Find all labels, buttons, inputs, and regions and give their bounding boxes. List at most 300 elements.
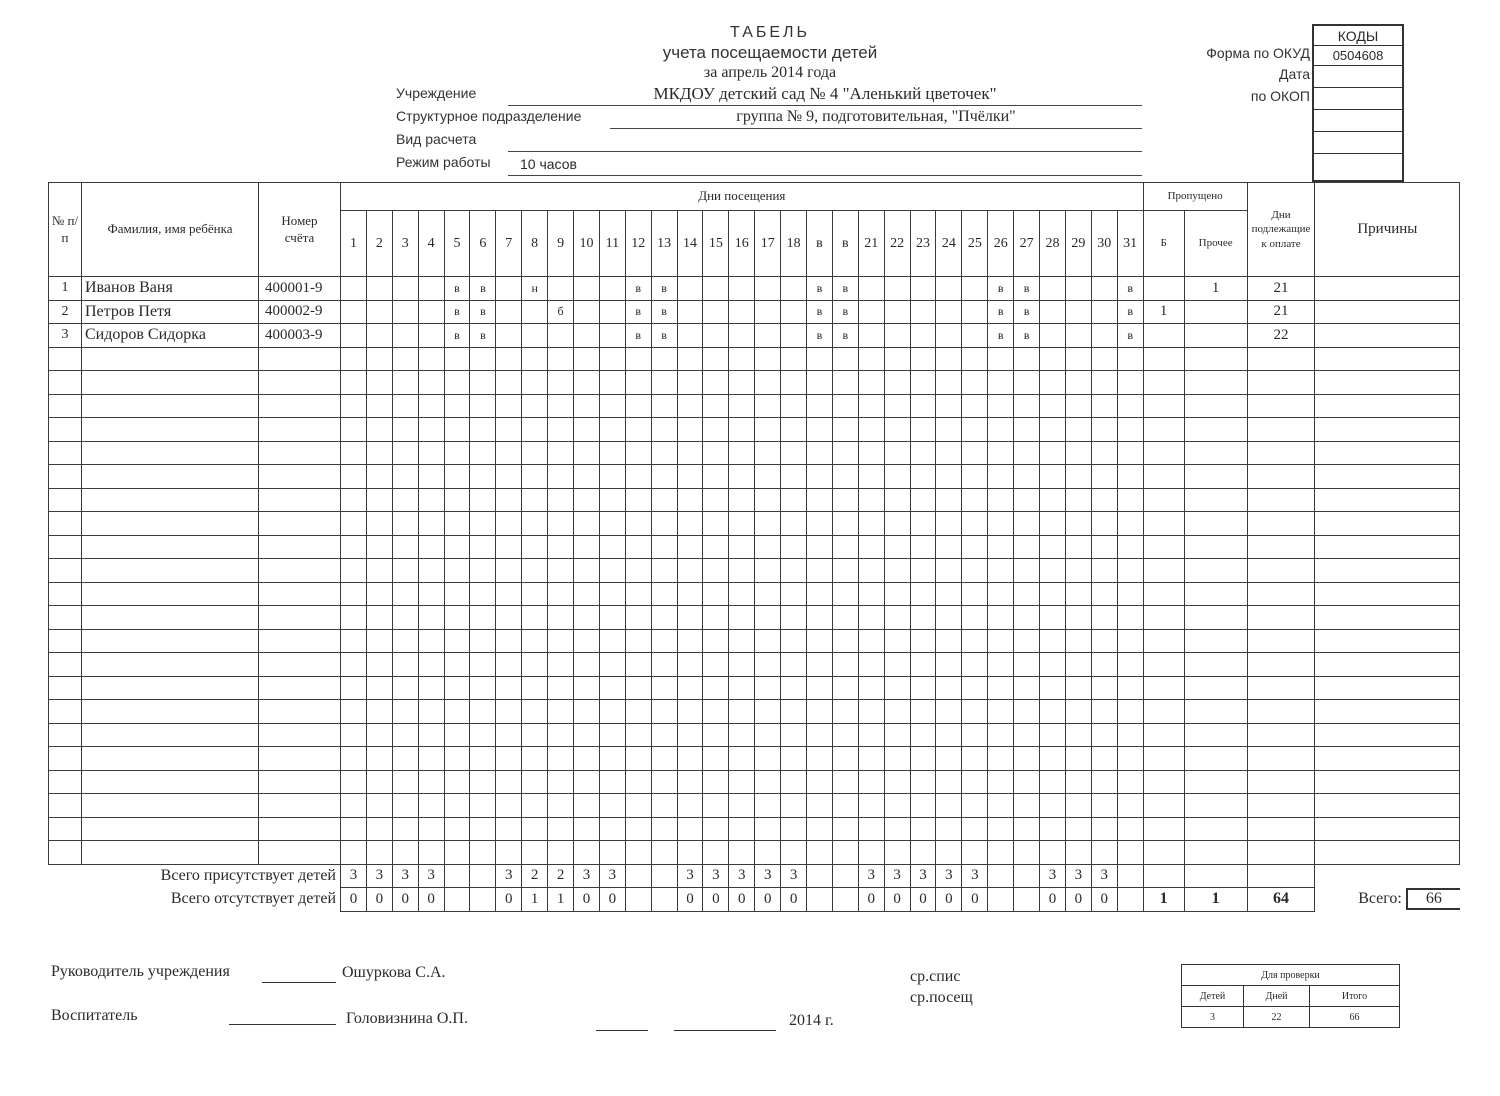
empty-cell — [392, 347, 418, 371]
empty-cell — [988, 512, 1014, 536]
empty-cell — [936, 723, 962, 747]
day-header: 5 — [444, 211, 470, 277]
calc-label: Вид расчета — [396, 131, 477, 147]
empty-cell — [755, 582, 781, 606]
day-mark — [548, 324, 574, 348]
empty-cell — [1117, 535, 1143, 559]
empty-cell — [341, 347, 367, 371]
day-mark — [910, 277, 936, 301]
empty-cell — [1184, 629, 1247, 653]
empty-cell — [1184, 559, 1247, 583]
empty-cell — [625, 512, 651, 536]
empty-cell — [82, 535, 259, 559]
absent-count — [444, 888, 470, 912]
empty-cell — [341, 700, 367, 724]
empty-cell — [1014, 418, 1040, 442]
empty-cell — [1040, 418, 1066, 442]
day-mark — [677, 300, 703, 324]
empty-cell — [703, 629, 729, 653]
present-count: 3 — [1065, 864, 1091, 888]
empty-cell — [366, 794, 392, 818]
empty-cell — [470, 817, 496, 841]
empty-cell — [444, 441, 470, 465]
empty-cell — [1247, 512, 1315, 536]
empty-cell — [82, 723, 259, 747]
empty-cell — [1014, 512, 1040, 536]
missed-other — [1184, 300, 1247, 324]
day-mark — [366, 277, 392, 301]
day-mark — [729, 324, 755, 348]
table-row — [49, 582, 1460, 606]
empty-cell — [599, 371, 625, 395]
empty-cell — [1091, 841, 1117, 865]
empty-cell — [832, 559, 858, 583]
empty-cell — [988, 465, 1014, 489]
empty-cell — [1065, 465, 1091, 489]
empty-cell — [418, 606, 444, 630]
table-row — [49, 535, 1460, 559]
empty-cell — [703, 653, 729, 677]
empty-cell — [392, 817, 418, 841]
empty-cell — [755, 465, 781, 489]
empty-cell — [259, 394, 341, 418]
empty-cell — [625, 629, 651, 653]
empty-cell — [807, 653, 833, 677]
empty-cell — [625, 770, 651, 794]
empty-cell — [1247, 441, 1315, 465]
empty-cell — [574, 488, 600, 512]
child-name: Иванов Ваня — [82, 277, 259, 301]
empty-cell — [392, 465, 418, 489]
empty-cell — [625, 841, 651, 865]
empty-cell — [341, 371, 367, 395]
day-mark — [366, 324, 392, 348]
empty-cell — [1014, 747, 1040, 771]
empty-cell — [703, 700, 729, 724]
empty-cell — [858, 606, 884, 630]
day-mark — [496, 300, 522, 324]
empty-cell — [936, 629, 962, 653]
empty-cell — [936, 676, 962, 700]
empty-cell — [988, 347, 1014, 371]
empty-cell — [599, 347, 625, 371]
day-header: 31 — [1117, 211, 1143, 277]
empty-cell — [1065, 347, 1091, 371]
empty-cell — [988, 700, 1014, 724]
empty-cell — [625, 606, 651, 630]
absent-count: 0 — [884, 888, 910, 912]
empty-cell — [858, 488, 884, 512]
empty-cell — [522, 418, 548, 442]
empty-cell — [1040, 371, 1066, 395]
empty-cell — [625, 676, 651, 700]
empty-cell — [910, 723, 936, 747]
absent-count: 0 — [1065, 888, 1091, 912]
empty-cell — [781, 488, 807, 512]
empty-cell — [82, 841, 259, 865]
empty-cell — [599, 747, 625, 771]
empty-cell — [677, 582, 703, 606]
empty-cell — [625, 535, 651, 559]
day-mark — [341, 277, 367, 301]
empty-cell — [884, 418, 910, 442]
empty-cell — [522, 817, 548, 841]
empty-cell — [1065, 582, 1091, 606]
day-mark — [599, 300, 625, 324]
empty-cell — [82, 371, 259, 395]
empty-cell — [49, 582, 82, 606]
empty-cell — [807, 418, 833, 442]
form-period: за апрель 2014 года — [703, 64, 837, 81]
empty-cell — [832, 747, 858, 771]
codes-title: КОДЫ — [1314, 26, 1402, 46]
empty-cell — [832, 371, 858, 395]
empty-cell — [677, 653, 703, 677]
day-mark: в — [470, 300, 496, 324]
empty-cell — [625, 347, 651, 371]
empty-cell — [496, 512, 522, 536]
empty-cell — [1091, 347, 1117, 371]
empty-cell — [703, 582, 729, 606]
day-header: 15 — [703, 211, 729, 277]
empty-cell — [392, 512, 418, 536]
day-mark — [392, 300, 418, 324]
day-mark: в — [832, 277, 858, 301]
empty-cell — [548, 817, 574, 841]
empty-cell — [651, 629, 677, 653]
empty-cell — [1315, 465, 1460, 489]
empty-cell — [49, 418, 82, 442]
present-count: 3 — [599, 864, 625, 888]
empty-cell — [418, 723, 444, 747]
empty-cell — [651, 465, 677, 489]
empty-cell — [755, 347, 781, 371]
empty-cell — [341, 559, 367, 583]
empty-cell — [496, 723, 522, 747]
empty-cell — [755, 606, 781, 630]
day-mark: в — [807, 277, 833, 301]
empty-cell — [781, 512, 807, 536]
empty-cell — [444, 347, 470, 371]
empty-cell — [574, 723, 600, 747]
empty-cell — [49, 770, 82, 794]
empty-cell — [832, 817, 858, 841]
empty-cell — [936, 488, 962, 512]
empty-cell — [962, 441, 988, 465]
empty-cell — [574, 770, 600, 794]
empty-cell — [1184, 700, 1247, 724]
empty-cell — [807, 559, 833, 583]
empty-cell — [651, 582, 677, 606]
day-mark — [755, 300, 781, 324]
empty-cell — [910, 817, 936, 841]
empty-cell — [625, 559, 651, 583]
empty-cell — [259, 841, 341, 865]
empty-cell — [1247, 582, 1315, 606]
empty-cell — [988, 535, 1014, 559]
empty-cell — [496, 488, 522, 512]
present-count: 3 — [392, 864, 418, 888]
empty-cell — [49, 488, 82, 512]
empty-cell — [1143, 371, 1184, 395]
empty-cell — [1065, 512, 1091, 536]
empty-cell — [807, 629, 833, 653]
day-mark: в — [1117, 300, 1143, 324]
empty-cell — [703, 817, 729, 841]
col-header-num: № п/п — [49, 183, 82, 277]
avg-attendance-label: ср.посещ — [910, 989, 973, 1006]
table-row — [49, 653, 1460, 677]
empty-cell — [1184, 676, 1247, 700]
empty-cell — [1014, 394, 1040, 418]
empty-cell — [1091, 465, 1117, 489]
empty-cell — [884, 653, 910, 677]
empty-cell — [366, 441, 392, 465]
empty-cell — [651, 441, 677, 465]
empty-cell — [988, 794, 1014, 818]
empty-cell — [1143, 347, 1184, 371]
empty-cell — [444, 512, 470, 536]
empty-cell — [962, 653, 988, 677]
empty-cell — [651, 535, 677, 559]
empty-cell — [392, 418, 418, 442]
empty-cell — [366, 817, 392, 841]
empty-cell — [1315, 347, 1460, 371]
present-count: 3 — [936, 864, 962, 888]
attendance-table — [48, 182, 1460, 912]
absent-count — [832, 888, 858, 912]
empty-cell — [1143, 535, 1184, 559]
empty-cell — [444, 723, 470, 747]
empty-cell — [548, 747, 574, 771]
empty-cell — [341, 488, 367, 512]
empty-cell — [341, 794, 367, 818]
empty-cell — [1315, 841, 1460, 865]
empty-cell — [1014, 441, 1040, 465]
empty-cell — [988, 418, 1014, 442]
empty-cell — [1184, 441, 1247, 465]
present-count: 3 — [962, 864, 988, 888]
empty-cell — [418, 465, 444, 489]
empty-cell — [82, 512, 259, 536]
empty-cell — [936, 347, 962, 371]
empty-cell — [82, 465, 259, 489]
absent-count: 0 — [392, 888, 418, 912]
empty-cell — [677, 371, 703, 395]
empty-cell — [82, 653, 259, 677]
empty-cell — [444, 606, 470, 630]
empty-cell — [832, 841, 858, 865]
empty-cell — [392, 535, 418, 559]
empty-cell — [522, 770, 548, 794]
day-mark — [703, 300, 729, 324]
empty-cell — [858, 535, 884, 559]
empty-cell — [755, 841, 781, 865]
empty-cell — [884, 629, 910, 653]
empty-cell — [599, 535, 625, 559]
empty-cell — [807, 582, 833, 606]
present-count — [832, 864, 858, 888]
empty-cell — [651, 394, 677, 418]
empty-cell — [729, 371, 755, 395]
empty-cell — [884, 723, 910, 747]
empty-cell — [574, 747, 600, 771]
empty-cell — [807, 488, 833, 512]
absent-count: 0 — [703, 888, 729, 912]
empty-cell — [910, 629, 936, 653]
empty-cell — [49, 700, 82, 724]
empty-cell — [755, 418, 781, 442]
empty-cell — [832, 723, 858, 747]
empty-cell — [1117, 582, 1143, 606]
empty-cell — [470, 535, 496, 559]
empty-cell — [1143, 629, 1184, 653]
empty-cell — [832, 394, 858, 418]
empty-cell — [962, 606, 988, 630]
empty-cell — [1117, 794, 1143, 818]
empty-cell — [755, 817, 781, 841]
day-mark: в — [832, 324, 858, 348]
empty-cell — [1040, 723, 1066, 747]
day-mark — [677, 324, 703, 348]
present-count: 3 — [781, 864, 807, 888]
empty-cell — [392, 629, 418, 653]
table-row — [49, 347, 1460, 371]
day-header: 3 — [392, 211, 418, 277]
empty-cell — [392, 700, 418, 724]
empty-cell — [496, 559, 522, 583]
empty-cell — [341, 747, 367, 771]
empty-cell — [574, 653, 600, 677]
empty-cell — [1014, 559, 1040, 583]
empty-cell — [574, 817, 600, 841]
empty-cell — [729, 700, 755, 724]
empty-cell — [1065, 817, 1091, 841]
empty-cell — [1091, 559, 1117, 583]
empty-cell — [884, 606, 910, 630]
absent-count: 0 — [1040, 888, 1066, 912]
empty-cell — [392, 441, 418, 465]
empty-cell — [418, 629, 444, 653]
empty-cell — [548, 841, 574, 865]
empty-cell — [392, 723, 418, 747]
empty-cell — [858, 347, 884, 371]
day-mark — [884, 300, 910, 324]
empty-cell — [1247, 770, 1315, 794]
empty-cell — [599, 723, 625, 747]
day-header: 23 — [910, 211, 936, 277]
empty-cell — [677, 770, 703, 794]
empty-cell — [49, 394, 82, 418]
empty-cell — [1091, 629, 1117, 653]
empty-cell — [651, 676, 677, 700]
empty-cell — [574, 841, 600, 865]
empty-cell — [392, 676, 418, 700]
empty-cell — [755, 371, 781, 395]
empty-cell — [522, 747, 548, 771]
empty-cell — [1247, 747, 1315, 771]
empty-cell — [470, 512, 496, 536]
empty-cell — [832, 582, 858, 606]
empty-cell — [1091, 770, 1117, 794]
empty-cell — [418, 559, 444, 583]
empty-cell — [341, 817, 367, 841]
empty-cell — [1065, 841, 1091, 865]
empty-cell — [858, 770, 884, 794]
empty-cell — [1091, 371, 1117, 395]
table-row — [49, 606, 1460, 630]
okud-label: Форма по ОКУД — [1206, 45, 1310, 61]
empty-cell — [1065, 723, 1091, 747]
empty-cell — [522, 559, 548, 583]
empty-cell — [496, 676, 522, 700]
empty-cell — [522, 653, 548, 677]
empty-cell — [82, 418, 259, 442]
empty-cell — [832, 418, 858, 442]
empty-cell — [832, 488, 858, 512]
empty-cell — [496, 606, 522, 630]
present-count — [807, 864, 833, 888]
total-cell — [1143, 864, 1184, 888]
empty-cell — [832, 700, 858, 724]
empty-cell — [781, 559, 807, 583]
missed-other: 1 — [1184, 277, 1247, 301]
empty-cell — [49, 441, 82, 465]
empty-cell — [599, 653, 625, 677]
empty-cell — [1143, 418, 1184, 442]
empty-cell — [366, 606, 392, 630]
empty-cell — [729, 817, 755, 841]
empty-cell — [832, 535, 858, 559]
empty-cell — [470, 371, 496, 395]
empty-cell — [548, 653, 574, 677]
empty-cell — [884, 676, 910, 700]
day-mark — [781, 277, 807, 301]
day-mark: б — [548, 300, 574, 324]
empty-cell — [1247, 394, 1315, 418]
empty-cell — [574, 441, 600, 465]
empty-cell — [729, 582, 755, 606]
empty-cell — [1040, 512, 1066, 536]
empty-cell — [755, 535, 781, 559]
present-count: 3 — [418, 864, 444, 888]
empty-cell — [496, 418, 522, 442]
child-name: Петров Петя — [82, 300, 259, 324]
empty-cell — [858, 559, 884, 583]
empty-cell — [392, 794, 418, 818]
col-header-missed-other: Прочее — [1184, 211, 1247, 277]
empty-cell — [341, 582, 367, 606]
day-mark — [936, 300, 962, 324]
day-mark — [574, 277, 600, 301]
day-mark: в — [1014, 300, 1040, 324]
empty-cell — [729, 559, 755, 583]
empty-cell — [703, 841, 729, 865]
absent-count: 0 — [755, 888, 781, 912]
day-mark — [496, 277, 522, 301]
empty-cell — [259, 347, 341, 371]
empty-cell — [444, 418, 470, 442]
empty-cell — [962, 676, 988, 700]
empty-cell — [988, 488, 1014, 512]
empty-cell — [470, 794, 496, 818]
empty-cell — [832, 676, 858, 700]
empty-cell — [781, 747, 807, 771]
table-row — [49, 747, 1460, 771]
empty-cell — [49, 512, 82, 536]
day-header: 24 — [936, 211, 962, 277]
empty-cell — [341, 676, 367, 700]
